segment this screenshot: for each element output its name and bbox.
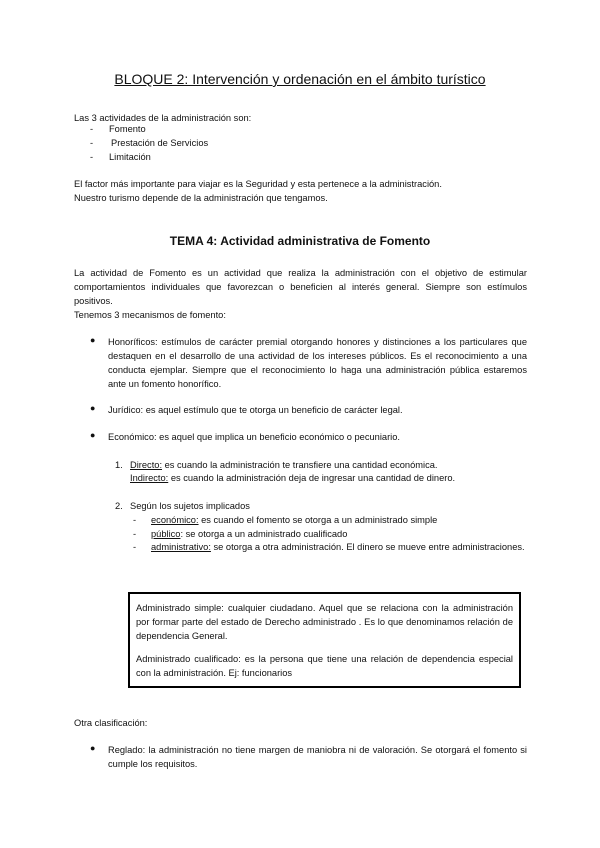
administrado-simple: Administrado simple: cualquier ciudadano. Aquel que se relaciona con la administración por formar parte del estado de Derecho administrado . Es lo que denominamos relación de dependencia General.	[136, 603, 513, 641]
list-item: - Limitación	[90, 152, 151, 162]
mechanism-juridico: ● Jurídico: es aquel estímulo que te otorga un beneficio de carácter legal.	[90, 403, 403, 415]
bullet-icon: ●	[90, 403, 96, 413]
page-title: BLOQUE 2: Intervención y ordenación en el ámbito turístico	[114, 71, 486, 87]
directo-term: Directo:	[130, 460, 163, 470]
list-item: - Prestación de Servicios	[90, 138, 209, 148]
bullet-icon: ●	[90, 430, 96, 440]
bullet-icon: ●	[90, 335, 96, 345]
factor-line-2: Nuestro turismo depende de la administración que tengamos.	[74, 193, 328, 203]
activities-list	[90, 122, 390, 164]
otra-clasificacion: Otra clasificación:	[74, 718, 148, 728]
indirecto-term: Indirecto:	[130, 473, 169, 483]
mechanism-economico: ● Económico: es aquel que implica un beneficio económico o pecuniario.	[90, 430, 400, 442]
sujeto-administrativo: - administrativo: se otorga a otra administración. El dinero se mueve entre administraciones.	[133, 542, 525, 552]
section-heading: TEMA 4: Actividad administrativa de Fomento	[169, 234, 431, 248]
bullet-icon: ●	[90, 743, 96, 753]
administrado-cualificado: Administrado cualificado: es la persona que tiene una relación de dependencia especial con la administración. Ej: funcionarios	[136, 654, 513, 678]
definitions-box	[128, 592, 521, 688]
sujeto-economico: - económico: es cuando el fomento se otorga a un administrado simple	[133, 515, 438, 525]
mechanisms-intro: Tenemos 3 mecanismos de fomento:	[74, 310, 226, 320]
sujeto-publico: - público: se otorga a un administrado cualificado	[133, 529, 348, 539]
sub-number-2: 2.	[115, 501, 123, 511]
list-item: - Fomento	[90, 124, 146, 134]
indirecto-line: Indirecto: es cuando la administración deja de ingresar una cantidad de dinero.	[130, 473, 456, 483]
sujetos-title: Según los sujetos implicados	[130, 501, 250, 511]
intro-text: Las 3 actividades de la administración son:	[74, 113, 252, 123]
mechanism-honorificos: ● Honoríficos: estímulos de carácter premial otorgando honores y distinciones a los particulares que destaquen en el desarrollo de una actividad de los intereses públicos. Es el reconocimiento a una conducta ejemplar. Siempre que el reconocimiento lo haga una administración pública estaremos ante un fomento honorífico.	[90, 335, 527, 389]
fomento-definition: La actividad de Fomento es un actividad que realiza la administración con el objetivo de estimular comportamientos individuales que favorezcan o beneficien al interés general. Siempre son estímulos positivos.	[74, 268, 527, 306]
directo-line: Directo: es cuando la administración te transfiere una cantidad económica.	[130, 460, 438, 470]
clasificacion-reglado: ● Reglado: la administración no tiene margen de maniobra ni de valoración. Se otorgará el fomento si cumple los requisitos.	[90, 743, 527, 769]
sub-number-1: 1.	[115, 460, 123, 470]
factor-line-1: El factor más importante para viajar es la Seguridad y esta pertenece a la administración.	[74, 179, 442, 189]
